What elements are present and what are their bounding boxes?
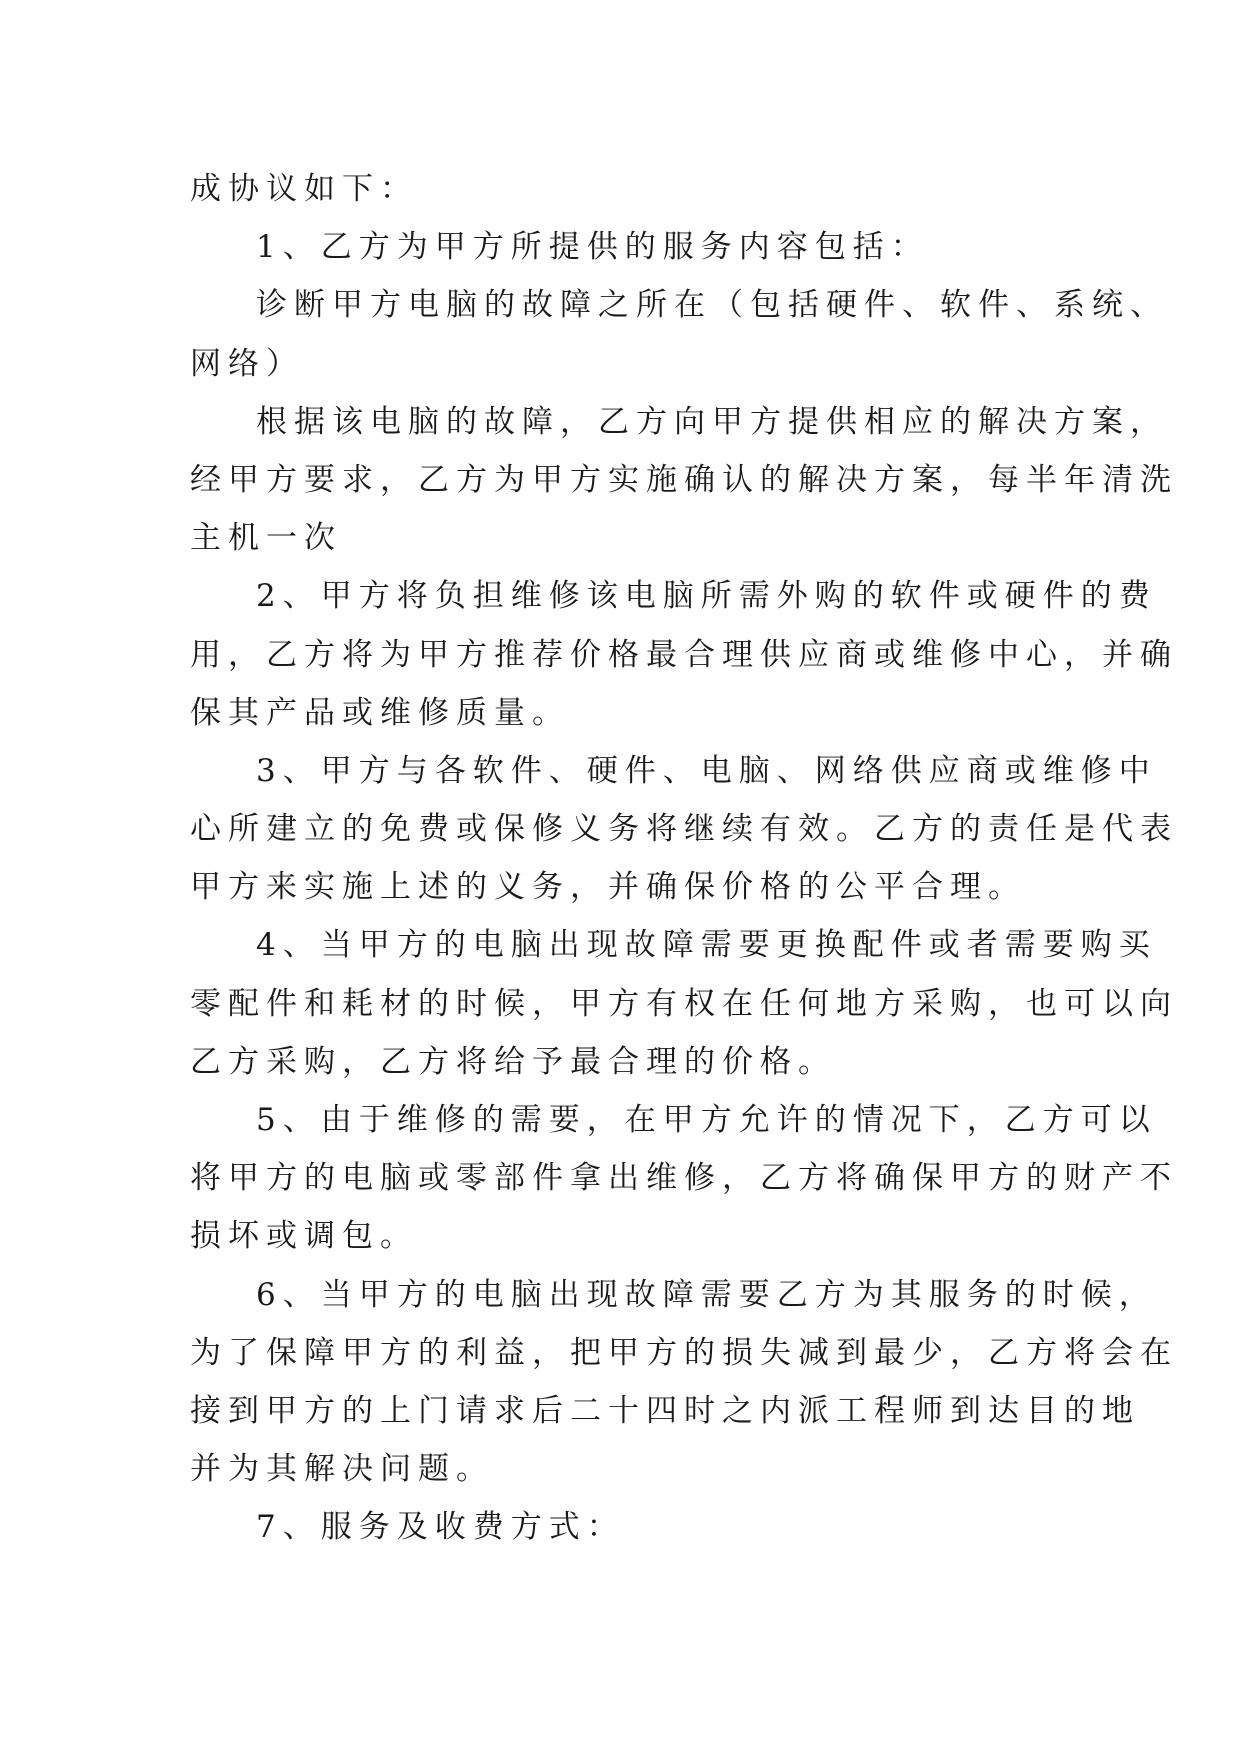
text-line: 并为其解决问题。 [190, 1451, 494, 1488]
text-line: 经甲方要求，乙方为甲方实施确认的解决方案，每半年清洗 [190, 461, 1178, 498]
text-line: 诊断甲方电脑的故障之所在（包括硬件、软件、系统、 [256, 287, 1168, 324]
text-line: 网络） [190, 345, 304, 382]
clause-4-heading: 4、当甲方的电脑出现故障需要更换配件或者需要购买 [256, 927, 1157, 964]
clause-5-heading: 5、由于维修的需要，在甲方允许的情况下，乙方可以 [256, 1102, 1157, 1138]
text-line: 为了保障甲方的利益，把甲方的损失减到最少，乙方将会在 [190, 1334, 1178, 1371]
text-line: 将甲方的电脑或零部件拿出维修，乙方将确保甲方的财产不 [190, 1160, 1178, 1197]
text-line: 保其产品或维修质量。 [190, 694, 570, 731]
clause-6-heading: 6、当甲方的电脑出现故障需要乙方为其服务的时候， [256, 1276, 1157, 1313]
text-line: 接到甲方的上门请求后二十四时之内派工程师到达目的地 [190, 1392, 1140, 1429]
clause-2-heading: 2、甲方将负担维修该电脑所需外购的软件或硬件的费 [256, 578, 1157, 615]
text-line: 根据该电脑的故障，乙方向甲方提供相应的解决方案， [256, 403, 1168, 440]
clause-1-heading: 1、乙方为甲方所提供的服务内容包括： [256, 229, 929, 266]
clause-7-heading: 7、服务及收费方式： [256, 1509, 625, 1546]
clause-3-heading: 3、甲方与各软件、硬件、电脑、网络供应商或维修中 [256, 752, 1157, 789]
text-line: 损坏或调包。 [190, 1218, 418, 1255]
text-line: 心所建立的免费或保修义务将继续有效。乙方的责任是代表 [190, 811, 1178, 848]
contract-text [190, 160, 1178, 1557]
text-line: 乙方采购，乙方将给予最合理的价格。 [190, 1043, 836, 1080]
text-line: 甲方来实施上述的义务，并确保价格的公平合理。 [190, 869, 1026, 906]
text-line: 主机一次 [190, 520, 342, 557]
text-line: 零配件和耗材的时候，甲方有权在任何地方采购，也可以向 [190, 985, 1178, 1022]
text-line: 用，乙方将为甲方推荐价格最合理供应商或维修中心，并确 [190, 636, 1178, 673]
text-line: 成协议如下： [190, 171, 418, 207]
